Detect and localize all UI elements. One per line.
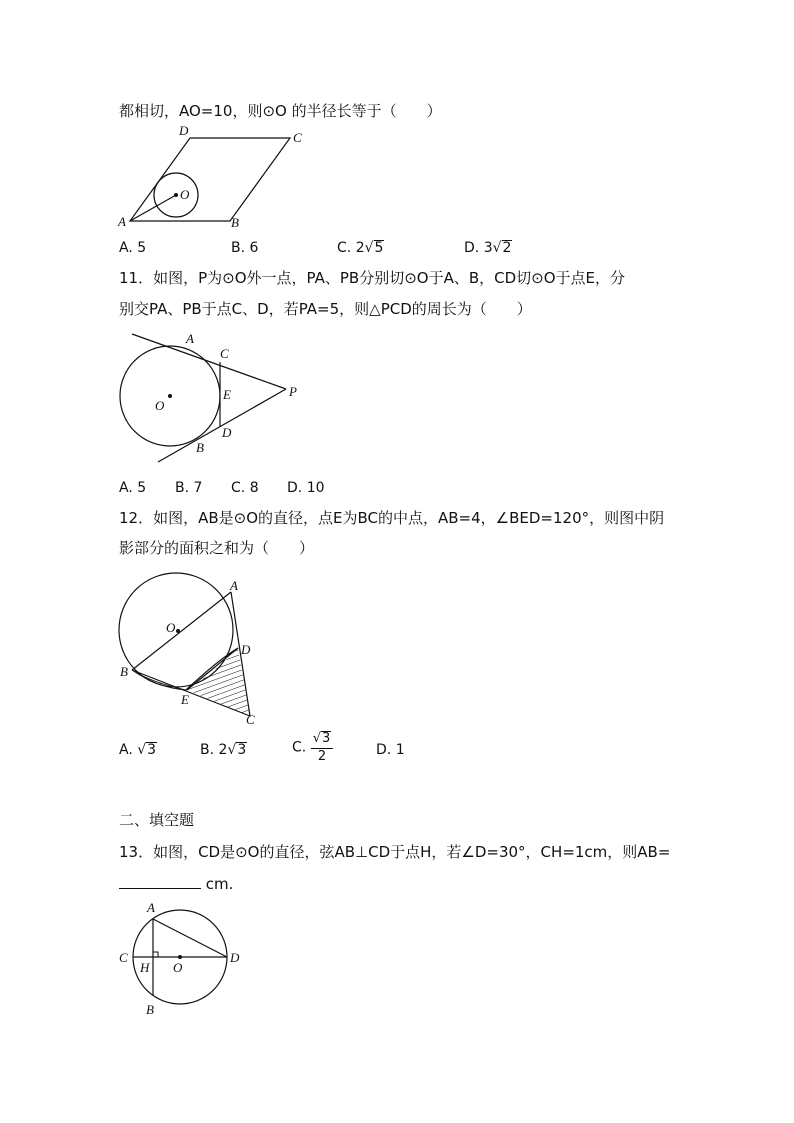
q10-text: 都相切，AO=10，则⊙O 的半径长等于（ ） — [119, 102, 442, 120]
center-o-dot — [176, 629, 180, 633]
label-h: H — [140, 960, 150, 975]
q10-option-d[interactable]: D. 3√2 — [464, 240, 512, 256]
tangent-pa — [132, 334, 286, 389]
q12-figure — [110, 574, 270, 730]
answer-blank[interactable] — [119, 874, 201, 889]
q11-option-d[interactable]: D. 10 — [287, 480, 325, 496]
label-o: O — [180, 187, 190, 202]
label-e: E — [223, 387, 231, 402]
label-c: C — [293, 130, 302, 145]
label-d: D — [179, 123, 189, 138]
center-o-dot — [174, 193, 178, 197]
q13-answer-line — [119, 874, 233, 894]
label-b: B — [120, 664, 128, 679]
right-angle-mark — [153, 952, 158, 957]
q11-figure — [110, 326, 310, 466]
label-p: P — [289, 384, 297, 399]
label-c: C — [246, 712, 255, 727]
q13-line1: 13．如图，CD是⊙O的直径，弦AB⊥CD于点H，若∠D=30°，CH=1cm，则AB= — [119, 843, 671, 861]
q11-line1: 11．如图，P为⊙O外一点，PA、PB分别切⊙O于A、B，CD切⊙O于点E，分 — [119, 269, 625, 287]
label-o: O — [155, 398, 165, 413]
q11-option-a[interactable]: A. 5 — [119, 480, 147, 496]
label-d: D — [222, 425, 232, 440]
label-a: A — [186, 331, 194, 346]
label-d: D — [230, 950, 240, 965]
q10-option-c[interactable]: C. 2√5 — [337, 240, 384, 256]
unit-text: cm. — [205, 875, 234, 893]
q11-option-b[interactable]: B. 7 — [175, 480, 203, 496]
diameter-ab — [132, 592, 231, 670]
label-a: A — [230, 578, 238, 593]
label-a: A — [118, 214, 126, 229]
q10-option-b[interactable]: B. 6 — [231, 240, 259, 256]
label-o: O — [173, 960, 183, 975]
q10-option-a[interactable]: A. 5 — [119, 240, 147, 256]
q12-option-b[interactable]: B. 2√3 — [200, 742, 247, 758]
section-title: 二、填空题 — [119, 811, 195, 829]
label-b: B — [196, 440, 204, 455]
segment-ao — [130, 195, 176, 221]
q12-line2: 影部分的面积之和为（ ） — [119, 539, 315, 557]
q12-line1: 12．如图，AB是⊙O的直径，点E为BC的中点，AB=4，∠BED=120°，则图中阴 — [119, 509, 665, 527]
label-o: O — [166, 620, 176, 635]
q12-option-c[interactable]: C. $\frac{√3}{2}$ — [292, 730, 333, 765]
q10-figure — [110, 124, 320, 230]
label-c: C — [119, 950, 128, 965]
rhombus-abcd — [130, 138, 290, 221]
label-e: E — [181, 692, 189, 707]
segment-ad — [153, 919, 227, 957]
label-d: D — [241, 642, 251, 657]
center-o-dot — [168, 394, 172, 398]
label-a: A — [147, 900, 155, 915]
q11-line2: 别交PA、PB于点C、D，若PA=5，则△PCD的周长为（ ） — [119, 300, 532, 318]
q11-option-c[interactable]: C. 8 — [231, 480, 259, 496]
label-b: B — [231, 215, 239, 230]
q12-option-a[interactable]: A. √3 — [119, 742, 157, 758]
label-b: B — [146, 1002, 154, 1017]
q12-option-d[interactable]: D. 1 — [376, 742, 405, 758]
center-o-dot — [178, 955, 182, 959]
label-c: C — [220, 346, 229, 361]
q13-figure — [112, 896, 252, 1022]
